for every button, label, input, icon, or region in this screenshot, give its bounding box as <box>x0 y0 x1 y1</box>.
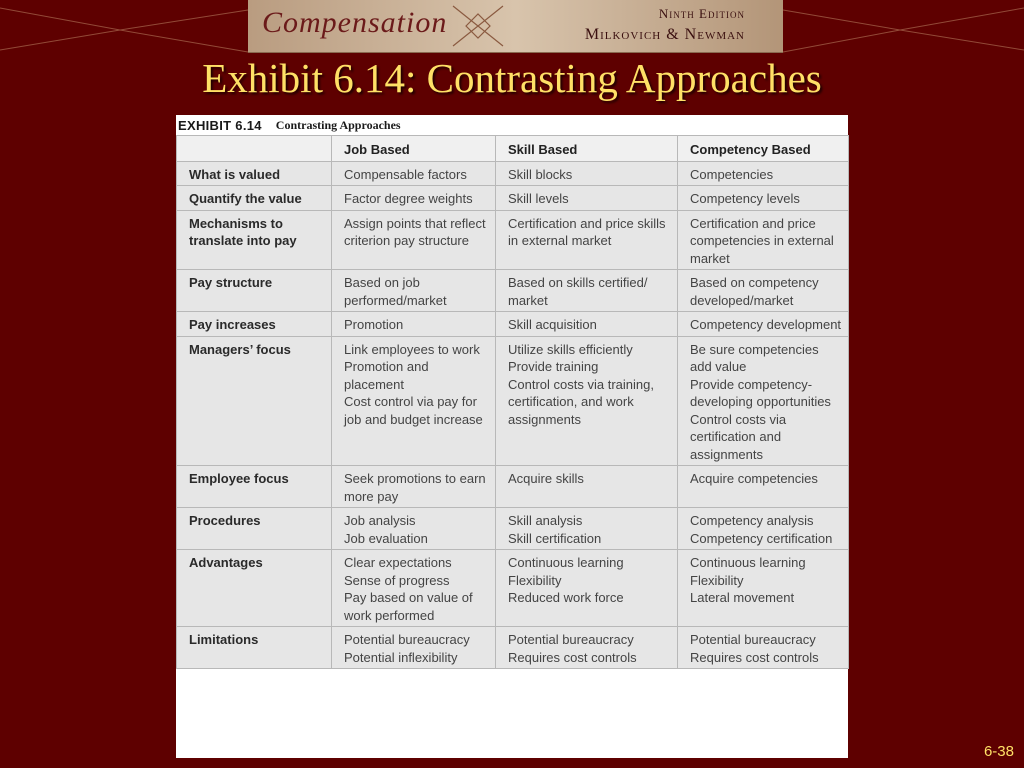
exhibit-caption-title: Contrasting Approaches <box>275 117 401 132</box>
cell-line: Requires cost controls <box>690 649 819 665</box>
table-header-row <box>177 136 849 162</box>
cell-line: Based on skills certified/ market <box>508 275 648 308</box>
cell-line: Acquire skills <box>508 471 584 486</box>
cell-line: Cost control via pay for job and budget increase <box>344 394 483 427</box>
cell-line: Assign points that reflect criterion pay structure <box>344 215 486 248</box>
cell-line: Promotion <box>344 317 404 332</box>
cell-skill-based <box>496 210 678 270</box>
cell-job-based <box>332 161 496 186</box>
row-label: Quantify the value <box>177 186 332 211</box>
cell-job-based <box>332 336 496 466</box>
column-header-job-based: Job Based <box>332 136 496 162</box>
cell-line: Based on competency developed/market <box>690 275 819 308</box>
column-header-competency-based: Competency Based <box>678 136 849 162</box>
exhibit-number: EXHIBIT 6.14 <box>178 117 262 133</box>
cell-competency-based <box>678 161 849 186</box>
cell-line: Potential inflexibility <box>344 649 458 665</box>
cell-line: Potential bureaucracy <box>508 632 634 647</box>
cell-line: Lateral movement <box>690 590 795 605</box>
cell-skill-based <box>496 466 678 508</box>
cell-line: Continuous learning <box>508 555 624 570</box>
cell-competency-based <box>678 550 849 627</box>
cell-competency-based <box>678 312 849 337</box>
cell-skill-based <box>496 186 678 211</box>
page-number: 6-38 <box>983 743 1014 760</box>
cell-competency-based <box>678 336 849 466</box>
cell-line: Provide competency-developing opportunities <box>690 376 831 409</box>
cell-line: Pay based on value of work performed <box>344 590 473 623</box>
row-label: Advantages <box>177 550 332 627</box>
diamond-ornament-icon <box>448 2 508 50</box>
table-row <box>177 336 849 466</box>
cell-line: Competency analysis <box>690 513 814 528</box>
table-row <box>177 627 849 669</box>
cell-line: Job evaluation <box>344 530 428 546</box>
cell-skill-based <box>496 336 678 466</box>
cell-line: Promotion and placement <box>344 359 429 392</box>
cell-line: Utilize skills efficiently <box>508 341 633 357</box>
cell-line: Reduced work force <box>508 590 624 605</box>
cell-line: Seek promotions to earn more pay <box>344 471 486 504</box>
cell-line: Control costs via training, certification, and work assignments <box>508 376 654 427</box>
cell-line: Potential bureaucracy <box>690 632 816 647</box>
table-row <box>177 161 849 186</box>
authors-label: Milkovich & Newman <box>584 26 745 43</box>
cell-line: Skill certification <box>508 530 602 546</box>
cell-line: Competency certification <box>690 530 833 546</box>
approaches-table <box>176 135 849 669</box>
slide-title: Exhibit 6.14: Contrasting Approaches <box>202 55 822 101</box>
cell-skill-based <box>496 270 678 312</box>
row-label: Procedures <box>177 508 332 550</box>
cell-line: Compensable factors <box>344 166 467 182</box>
cell-skill-based <box>496 161 678 186</box>
row-label: Limitations <box>177 627 332 669</box>
cell-competency-based <box>678 270 849 312</box>
column-header-empty <box>177 136 332 162</box>
cell-skill-based <box>496 312 678 337</box>
cell-line: Clear expectations <box>344 555 452 570</box>
table-row <box>177 186 849 211</box>
cell-job-based <box>332 627 496 669</box>
cell-line: Based on job performed/market <box>344 275 447 308</box>
cell-line: Skill acquisition <box>508 317 597 332</box>
row-label: Employee focus <box>177 466 332 508</box>
cell-line: Control costs via certification and assignments <box>690 411 787 462</box>
cell-line: Competency development <box>690 317 842 332</box>
cell-competency-based <box>678 210 849 270</box>
exhibit-caption <box>176 115 848 135</box>
cell-line: Sense of progress <box>344 572 450 588</box>
cell-line: Acquire competencies <box>690 471 818 486</box>
cell-competency-based <box>678 508 849 550</box>
row-label: Mechanisms to translate into pay <box>177 210 332 270</box>
edition-label: Ninth Edition <box>658 6 745 21</box>
row-label: What is valued <box>177 161 332 186</box>
cell-skill-based <box>496 627 678 669</box>
cell-competency-based <box>678 186 849 211</box>
cell-line: Factor degree weights <box>344 191 473 206</box>
cell-skill-based <box>496 508 678 550</box>
row-label: Managers’ focus <box>177 336 332 466</box>
cell-line: Skill blocks <box>508 166 573 182</box>
cell-job-based <box>332 270 496 312</box>
cell-skill-based <box>496 550 678 627</box>
table-row <box>177 550 849 627</box>
table-row <box>177 270 849 312</box>
cell-line: Certification and price skills in external market <box>508 215 666 248</box>
cell-line: Competency levels <box>690 191 800 206</box>
compensation-logo: Compensation <box>262 6 448 39</box>
cell-line: Requires cost controls <box>508 649 637 665</box>
cell-line: Be sure competencies add value <box>690 341 819 374</box>
cell-job-based <box>332 508 496 550</box>
cell-job-based <box>332 186 496 211</box>
table-body <box>177 161 849 669</box>
table-row <box>177 210 849 270</box>
cell-job-based <box>332 312 496 337</box>
cell-line: Continuous learning <box>690 555 806 570</box>
cell-job-based <box>332 466 496 508</box>
cell-line: Link employees to work <box>344 341 480 357</box>
table-row <box>177 466 849 508</box>
row-label: Pay increases <box>177 312 332 337</box>
cell-competency-based <box>678 627 849 669</box>
cell-job-based <box>332 550 496 627</box>
cell-competency-based <box>678 466 849 508</box>
cell-line: Job analysis <box>344 513 416 528</box>
cell-line: Skill levels <box>508 191 569 206</box>
exhibit-panel <box>176 115 848 758</box>
cell-job-based <box>332 210 496 270</box>
cell-line: Flexibility <box>508 572 562 588</box>
cell-line: Flexibility <box>690 572 744 588</box>
cell-line: Potential bureaucracy <box>344 632 470 647</box>
cell-line: Provide training <box>508 359 599 374</box>
cell-line: Competencies <box>690 166 774 182</box>
column-header-skill-based: Skill Based <box>496 136 678 162</box>
table-row <box>177 312 849 337</box>
row-label: Pay structure <box>177 270 332 312</box>
cell-line: Certification and price competencies in external market <box>690 215 834 266</box>
header-banner <box>248 0 783 53</box>
cell-line: Skill analysis <box>508 513 583 528</box>
table-row <box>177 508 849 550</box>
